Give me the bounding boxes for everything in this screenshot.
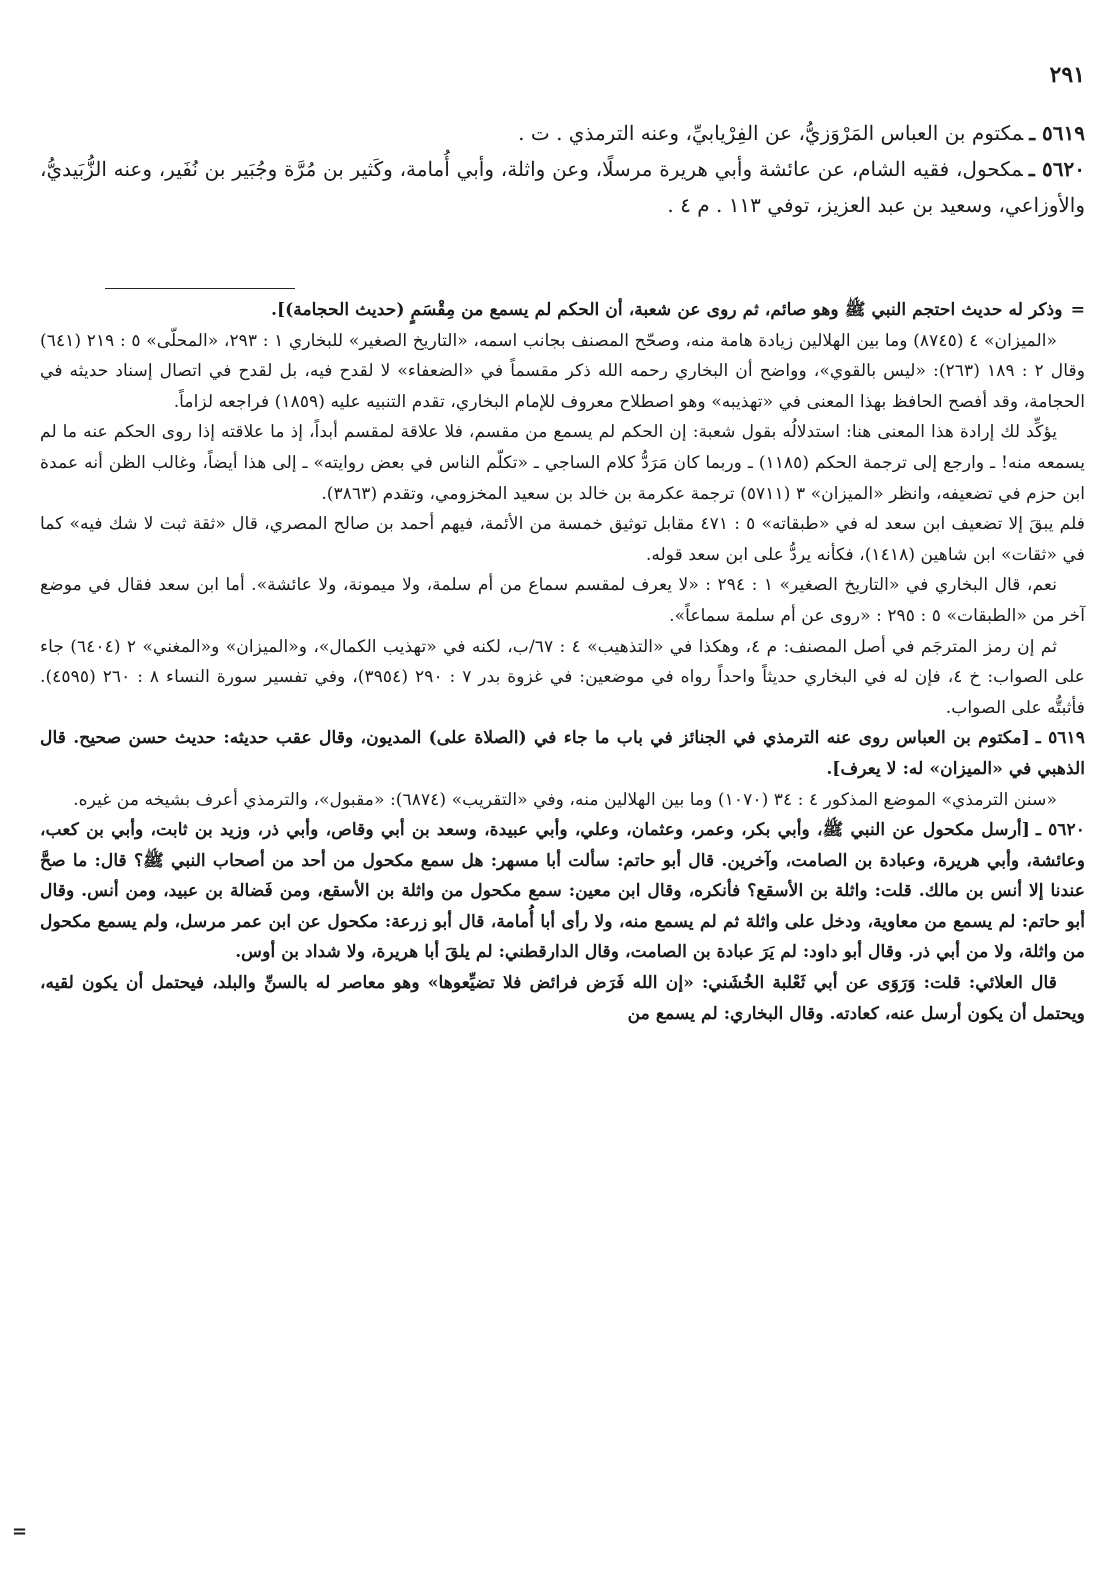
- footnote-paragraph: قال العلائي: قلت: وَرَوَى عن أبي ثَعْلبة الخُشَني: «إن الله فَرَض فرائض فلا تضيِّعوها» وهو معاصر له بالسنِّ والبلد، فيحتمل أن يكون لقيه، ويحتمل أن يكون أرسل عنه، كعادته. وقال البخاري: لم يسمع من: [40, 973, 1085, 1024]
- footnote-note-5619: ٥٦١٩ ـ[مكتوم بن العباس روى عنه الترمذي في الجنائز في باب ما جاء في (الصلاة على) المديون، وقال عقب حديثه: حديث حسن صحيح. قال الذهبي في «الميزان» له: لا يعرف].: [40, 728, 1085, 779]
- footnote-paragraph: «الميزان» ٤ (٨٧٤٥) وما بين الهلالين زيادة هامة منه، وصحّح المصنف بجانب اسمه، «التاريخ الصغير» للبخاري ١ : ٢٩٣، «المحلّى» ٥ : ٢١٩ (٦٤١) وقال ٢ : ١٨٩ (٢٦٣): «ليس بالقوي»، وواضح أن البخاري رحمه الله ذكر مقسماً في «الضعفاء» لا لقدح فيه، بل لقدح في اتصال إسناد حديثه في الحجامة، وقد أفصح الحافظ بهذا المعنى في «تهذيبه» وهو اصطلاح معروف للإمام البخاري، تقدم التنبيه عليه (١٨٥٩) فراجعه لزاماً.: [40, 330, 1086, 412]
- note-number: ٥٦١٩ ـ: [1035, 728, 1085, 749]
- entry-text: مكحول، فقيه الشام، عن عائشة وأبي هريرة مرسلًا، وعن واثلة، وأبي أُمامة، وكَثير بن مُرَّة وجُبَير بن نُفَير، وعنه الزُّبَيديُّ، والأوزاعي، وسعيد بن عبد العزيز، توفي ١١٣ . م ٤ .: [40, 157, 1085, 217]
- continuation-mark: =: [1070, 300, 1085, 320]
- footnote-paragraph: يؤكِّد لك إرادة هذا المعنى هنا: استدلالُه بقول شعبة: إن الحكم لم يسمع من مقسم، فلا علاقة لمقسم أبداً، إذ ما علاقته إذا روى الحكم عنه ما لم يسمعه منه! ـ وارجع إلى ترجمة الحكم (١١٨٥) ـ وربما كان مَرَدُّ كلام الساجي ـ «تكلّم الناس في بعض روايته» ـ إلى هذا أيضاً، وغالب الظن أنه عمدة ابن حزم في تضعيفه، وانظر «الميزان» ٣ (٥٧١١) ترجمة عكرمة بن خالد بن سعيد المخزومي، وتقدم (٣٨٦٣).: [40, 422, 1085, 504]
- entry-number: ٥٦٢٠ ـ: [1028, 157, 1085, 181]
- footnotes: [40, 295, 1085, 1029]
- footnote-paragraph: فلم يبقَ إلا تضعيف ابن سعد له في «طبقاته» ٥ : ٤٧١ مقابل توثيق خمسة من الأئمة، فيهم أحمد بن صالح المصري، قال «ثقة ثبت لا شك فيه» كما في «ثقات» ابن شاهين (١٤١٨)، فكأنه يردُّ على ابن سعد قوله.: [40, 514, 1085, 565]
- footnote-note-5620: ٥٦٢٠ ـ[أرسل مكحول عن النبي ﷺ، وأبي بكر، وعمر، وعثمان، وعلي، وأبي عبيدة، وسعد بن أبي وقاص، وأبي ذر، وزيد بن ثابت، وأبي بن كعب، وعائشة، وأبي هريرة، وعبادة بن الصامت، وآخرين. قال أبو حاتم: سألت أبا مسهر: هل سمع مكحول من أحد من أصحاب النبي ﷺ؟ قال: ما صحَّ عندنا إلا أنس بن مالك. قلت: واثلة بن الأسقع؟ فأنكره، وقال ابن معين: سمع مكحول من واثلة بن الأسقع، ومن فَضالة بن عبيد، ومن أنس. وقال أبو حاتم: لم يسمع من معاوية، ودخل على واثلة ثم لم يسمع منه، ولا رأى أبا أُمامة، قال أبو زرعة: مكحول عن ابن عمر مرسل، ولم يسمع مكحول من واثلة، ولا من أبي ذر. وقال أبو داود: لم يَرَ عبادة بن الصامت، وقال الدارقطني: لم يلقَ أبا هريرة، ولا شداد بن أوس.: [40, 820, 1085, 963]
- footnote-paragraph: ثم إن رمز المترجَم في أصل المصنف: م ٤، وهكذا في «التذهيب» ٤ : ٦٧/ب، لكنه في «تهذيب الكمال»، و«الميزان» و«المغني» ٢ (٦٤٠٤) جاء على الصواب: خ ٤، فإن له في البخاري حديثاً واحداً رواه في موضعين: في غزوة بدر ٧ : ٢٩٠ (٣٩٥٤)، وفي تفسير سورة النساء ٨ : ٢٦٠ (٤٥٩٥). فأثبتُّه على الصواب.: [40, 636, 1086, 718]
- footnote-paragraph: =وذكر له حديث احتجم النبي ﷺ وهو صائم، ثم روى عن شعبة، أن الحكم لم يسمع من مِقْسَمٍ (حديث الحجامة)].: [271, 300, 1085, 320]
- footnote-paragraph: نعم، قال البخاري في «التاريخ الصغير» ١ : ٢٩٤ : «لا يعرف لمقسم سماع من أم سلمة، ولا ميمونة، ولا عائشة». أما ابن سعد فقال في موضع آخر من «الطبقات» ٥ : ٢٩٥ : «روى عن أم سلمة سماعاً».: [40, 575, 1085, 626]
- entry-5620: [40, 151, 1085, 223]
- footnote-paragraph: «سنن الترمذي» الموضع المذكور ٤ : ٣٤ (١٠٧٠) وما بين الهلالين منه، وفي «التقريب» (٦٨٧٤): «مقبول»، والترمذي أعرف بشيخه من غيره.: [73, 789, 1057, 810]
- entry-number: ٥٦١٩ ـ: [1029, 121, 1085, 145]
- entry-5619: [40, 115, 1085, 151]
- footnote-divider: [105, 288, 295, 289]
- entry-text: مكتوم بن العباس المَرْوَزيُّ، عن الفِرْيابيِّ، وعنه الترمذي . ت .: [518, 121, 1024, 145]
- continuation-end-mark: =: [12, 1521, 28, 1542]
- document-page: [12, 50, 1086, 1550]
- main-entries: [40, 115, 1085, 223]
- page-number: ٢٩١: [1049, 62, 1085, 88]
- note-number: ٥٦٢٠ ـ: [1035, 820, 1085, 841]
